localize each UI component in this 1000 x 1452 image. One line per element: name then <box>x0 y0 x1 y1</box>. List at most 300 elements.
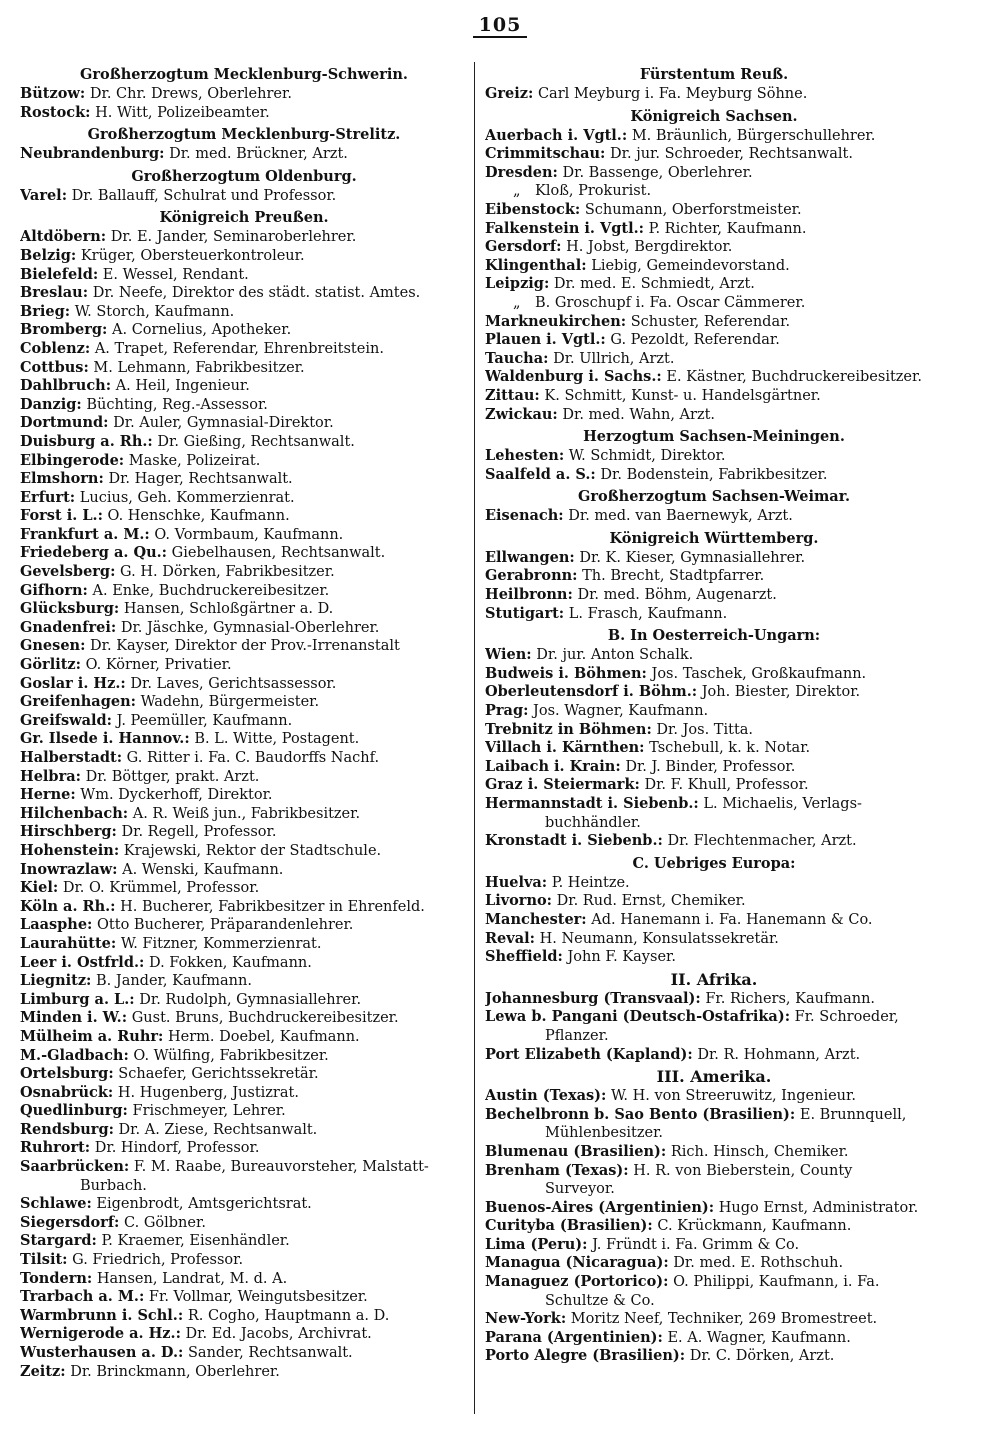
entry-person: Dr. med. van Baernewyk, Arzt. <box>568 508 793 525</box>
directory-entry <box>485 702 943 721</box>
entry-person: H. R. von Bieberstein, County <box>633 1162 853 1179</box>
entry-person: Dr. Ballauff, Schulrat und Professor. <box>71 187 337 204</box>
directory-entry <box>20 1307 468 1326</box>
entry-place: Glücksburg: <box>20 600 120 618</box>
entry-place: Leer i. Ostfrld.: <box>20 953 145 971</box>
entry-person: L. Frasch, Kaufmann. <box>568 605 728 622</box>
directory-entry <box>485 832 943 851</box>
entry-place: Stargard: <box>20 1232 97 1250</box>
entry-place: Kronstadt i. Siebenb.: <box>485 832 663 850</box>
directory-entry <box>485 739 943 758</box>
entry-person: Eigenbrodt, Amtsgerichtsrat. <box>96 1196 312 1213</box>
directory-entry <box>20 916 468 935</box>
entry-place: Johannesburg (Transvaal): <box>485 989 701 1007</box>
entry-place: Gr. Ilsede i. Hannov.: <box>20 730 190 748</box>
entry-place: Hohenstein: <box>20 841 120 859</box>
entry-person: R. Cogho, Hauptmann a. D. <box>187 1307 390 1324</box>
entry-place: Greiz: <box>485 85 534 102</box>
directory-entry <box>485 930 943 949</box>
entry-person: B. Jander, Kaufmann. <box>96 973 252 990</box>
directory-entry <box>20 321 468 340</box>
entry-place: Bielefeld: <box>20 265 99 283</box>
directory-entry <box>485 85 943 104</box>
directory-entry <box>20 991 468 1010</box>
directory-entry <box>485 447 943 466</box>
entry-place: Görlitz: <box>20 656 81 674</box>
directory-entry <box>485 586 943 605</box>
directory-entry <box>485 721 943 740</box>
entry-person: Dr. Brinckmann, Oberlehrer. <box>70 1363 280 1380</box>
directory-entry <box>20 935 468 954</box>
entry-person: A. Heil, Ingenieur. <box>115 378 250 395</box>
directory-entry <box>485 238 943 257</box>
entry-place: Manchester: <box>485 910 587 928</box>
entry-place: Dresden: <box>485 163 558 181</box>
entry-place: Bützow: <box>20 85 86 102</box>
entry-person: Dr. O. Krümmel, Professor. <box>62 880 260 897</box>
directory-entry <box>20 187 468 206</box>
entry-person: Dr. F. Khull, Professor. <box>644 777 809 794</box>
entry-person: Maske, Polizeirat. <box>128 452 261 469</box>
directory-entry <box>20 1158 468 1177</box>
entry-person: Krüger, Obersteuerkontroleur. <box>80 247 305 264</box>
entry-place: Wien: <box>485 646 532 664</box>
entry-place: Livorno: <box>485 892 553 910</box>
entry-continuation: buchhändler. <box>545 814 641 831</box>
entry-place: Taucha: <box>485 349 549 367</box>
directory-entry <box>20 433 468 452</box>
directory-entry <box>485 1106 943 1125</box>
section-heading: Königreich Sachsen. <box>630 107 798 125</box>
entry-place: Dahlbruch: <box>20 377 112 395</box>
entry-person: H. Neumann, Konsulatssekretär. <box>539 930 779 947</box>
entry-place: Trarbach a. M.: <box>20 1288 145 1306</box>
entry-person: Schuster, Referendar. <box>630 313 791 330</box>
entry-place: Huelva: <box>485 873 548 891</box>
entry-place: Elmshorn: <box>20 470 104 488</box>
entry-place: Helbra: <box>20 767 81 785</box>
directory-entry <box>20 396 468 415</box>
entry-person: Tschebull, k. k. Notar. <box>649 740 811 757</box>
entry-person: D. Fokken, Kaufmann. <box>148 954 312 971</box>
entry-person: Gust. Bruns, Buchdruckereibesitzer. <box>131 1010 399 1027</box>
entry-place: Schlawe: <box>20 1195 92 1213</box>
entry-place: Friedeberg a. Qu.: <box>20 544 168 562</box>
entry-person: P. Kraemer, Eisenhändler. <box>101 1233 290 1250</box>
entry-place: Greifenhagen: <box>20 693 136 711</box>
directory-entry <box>20 786 468 805</box>
entry-place: Halberstadt: <box>20 749 123 766</box>
entry-place: Danzig: <box>20 395 82 413</box>
entry-place: Klingenthal: <box>485 256 587 274</box>
directory-entry <box>20 619 468 638</box>
entry-person: C. Gölbner. <box>124 1214 206 1231</box>
directory-entry <box>20 303 468 322</box>
directory-entry <box>20 414 468 433</box>
entry-place: Coblenz: <box>20 339 91 357</box>
entry-place: Markneukirchen: <box>485 312 627 330</box>
directory-entry <box>20 247 468 266</box>
entry-place: Breslau: <box>20 284 89 302</box>
directory-entry <box>20 1084 468 1103</box>
entry-person: Dr. Jos. Titta. <box>656 721 754 738</box>
entry-place: Lima (Peru): <box>485 1235 588 1253</box>
entry-place: Parana (Argentinien): <box>485 1328 663 1346</box>
directory-entry <box>20 861 468 880</box>
directory-entry <box>20 85 468 104</box>
ditto-mark: „ <box>513 183 521 200</box>
directory-entry <box>485 275 943 294</box>
entry-person: Herm. Doebel, Kaufmann. <box>168 1028 360 1045</box>
entry-person: G. Ritter i. Fa. C. Baudorffs Nachf. <box>126 750 380 766</box>
entry-place: Gnadenfrei: <box>20 618 117 636</box>
directory-entry <box>20 1047 468 1066</box>
directory-entry <box>20 954 468 973</box>
entry-place: M.-Gladbach: <box>20 1046 129 1064</box>
directory-entry <box>485 1199 943 1218</box>
entry-place: Graz i. Steiermark: <box>485 776 640 794</box>
entry-place: Warmbrunn i. Schl.: <box>20 1306 184 1324</box>
entry-place: New-York: <box>485 1310 567 1328</box>
entry-place: Heilbronn: <box>485 586 573 604</box>
entry-place: Tondern: <box>20 1269 93 1287</box>
entry-place: Duisburg a. Rh.: <box>20 432 153 450</box>
directory-entry <box>20 1325 468 1344</box>
entry-person: Jos. Taschek, Großkaufmann. <box>651 665 867 682</box>
entry-person: Dr. med. E. Schmiedt, Arzt. <box>553 276 755 293</box>
entry-person: Büchting, Reg.-Assessor. <box>86 396 268 413</box>
directory-entry <box>20 1344 468 1363</box>
directory-entry <box>20 1102 468 1121</box>
directory-entry <box>20 693 468 712</box>
entry-person: Dr. Gießing, Rechtsanwalt. <box>157 433 355 450</box>
entry-person: Wm. Dyckerhoff, Direktor. <box>80 787 273 804</box>
entry-place: Gifhorn: <box>20 581 88 599</box>
directory-entry <box>485 948 943 967</box>
entry-place: Inowrazlaw: <box>20 860 118 878</box>
entry-person: E. Wessel, Rendant. <box>102 266 249 283</box>
ditto-entry <box>485 294 943 313</box>
directory-entry <box>485 990 943 1009</box>
directory-entry <box>20 1028 468 1047</box>
entry-person: B. L. Witte, Postagent. <box>194 731 360 748</box>
entry-person: O. Wülfing, Fabrikbesitzer. <box>133 1047 329 1064</box>
entry-place: Falkenstein i. Vgtl.: <box>485 219 645 237</box>
entry-person: M. Lehmann, Fabrikbesitzer. <box>93 359 305 376</box>
entry-person: Dr. C. Dörken, Arzt. <box>689 1348 835 1365</box>
entry-person: A. Trapet, Referendar, Ehrenbreitstein. <box>94 340 384 357</box>
entry-place: Villach i. Kärnthen: <box>485 739 645 757</box>
entry-place: Ellwangen: <box>485 548 575 566</box>
directory-entry <box>20 972 468 991</box>
entry-place: Elbingerode: <box>20 451 125 469</box>
entry-person: Dr. Rudolph, Gymnasiallehrer. <box>139 991 362 1008</box>
entry-place: Laibach i. Krain: <box>485 757 621 775</box>
entry-place: Ortelsburg: <box>20 1065 114 1083</box>
entry-person: L. Michaelis, Verlags- <box>703 796 862 812</box>
directory-entry <box>485 1273 943 1292</box>
entry-place: Hirschberg: <box>20 823 117 841</box>
entry-place: Saarbrücken: <box>20 1158 130 1176</box>
entry-person: Fr. Schroeder, <box>794 1009 899 1026</box>
directory-entry <box>20 1121 468 1140</box>
directory-entry <box>485 795 943 814</box>
entry-person: W. Schmidt, Direktor. <box>568 448 726 465</box>
directory-entry <box>20 898 468 917</box>
directory-entry <box>20 768 468 787</box>
entry-person: Dr. Böttger, prakt. Arzt. <box>85 768 260 785</box>
directory-entry <box>485 665 943 684</box>
entry-person: Schumann, Oberforstmeister. <box>584 201 802 218</box>
ditto-entry <box>485 182 943 201</box>
entry-person: G. H. Dörken, Fabrikbesitzer. <box>120 564 335 581</box>
directory-entry <box>20 879 468 898</box>
entry-person: E. Kästner, Buchdruckereibesitzer. <box>666 369 922 386</box>
entry-place: Lehesten: <box>485 447 565 465</box>
directory-entry <box>485 646 943 665</box>
entry-place: Varel: <box>20 186 68 204</box>
directory-entry <box>20 1214 468 1233</box>
directory-entry <box>485 1217 943 1236</box>
entry-place: Köln a. Rh.: <box>20 897 116 915</box>
entry-place: Mülheim a. Ruhr: <box>20 1027 164 1045</box>
entry-place: Curityba (Brasilien): <box>485 1217 653 1235</box>
directory-entry <box>485 350 943 369</box>
directory-entry <box>20 1065 468 1084</box>
directory-entry <box>20 656 468 675</box>
entry-place: Kiel: <box>20 879 59 897</box>
entry-person: Wadehn, Bürgermeister. <box>140 694 320 711</box>
entry-place: Trebnitz in Böhmen: <box>485 720 652 738</box>
entry-place: Greifswald: <box>20 711 113 729</box>
directory-entry <box>20 452 468 471</box>
directory-entry <box>485 1236 943 1255</box>
entry-person: Dr. Chr. Drews, Oberlehrer. <box>89 86 292 102</box>
directory-entry <box>485 1254 943 1273</box>
section-heading: Großherzogtum Oldenburg. <box>131 167 357 185</box>
entry-person: E. Brunnquell, <box>799 1106 907 1123</box>
entry-place: Quedlinburg: <box>20 1102 128 1120</box>
entry-person: O. Henschke, Kaufmann. <box>107 508 290 525</box>
entry-place: Eisenach: <box>485 507 564 525</box>
entry-place: Neubrandenburg: <box>20 145 165 163</box>
entry-place: Hermannstadt i. Siebenb.: <box>485 795 699 812</box>
entry-person: Hugo Ernst, Administrator. <box>718 1199 919 1216</box>
entry-person: C. Krückmann, Kaufmann. <box>657 1218 852 1235</box>
entry-person: Dr. med. Brückner, Arzt. <box>169 146 348 163</box>
entry-person: Fr. Richers, Kaufmann. <box>705 990 876 1007</box>
section-heading: II. Afrika. <box>670 969 758 989</box>
entry-person: Dr. R. Hohmann, Arzt. <box>697 1046 861 1063</box>
entry-person: Liebig, Gemeindevorstand. <box>591 257 790 274</box>
entry-person: G. Friedrich, Professor. <box>72 1252 244 1269</box>
entry-person: Dr. E. Jander, Seminaroberlehrer. <box>110 229 357 246</box>
entry-place: Port Elizabeth (Kapland): <box>485 1045 693 1063</box>
section-heading: Fürstentum Reuß. <box>639 66 789 83</box>
entry-person: J. Peemüller, Kaufmann. <box>116 712 293 729</box>
directory-entry <box>20 544 468 563</box>
directory-entry <box>485 257 943 276</box>
entry-person: John F. Kayser. <box>567 949 676 966</box>
directory-entry <box>20 730 468 749</box>
entry-person: H. Bucherer, Fabrikbesitzer in Ehrenfeld. <box>120 898 425 915</box>
directory-entry <box>485 145 943 164</box>
entry-place: Stutigart: <box>485 604 565 622</box>
entry-place: Goslar i. Hz.: <box>20 674 126 692</box>
directory-entry <box>20 470 468 489</box>
entry-place: Hilchenbach: <box>20 804 129 822</box>
entry-place: Managua (Nicaragua): <box>485 1254 669 1272</box>
entry-person: W. Fitzner, Kommerzienrat. <box>120 935 322 952</box>
entry-person: Sander, Rechtsanwalt. <box>187 1345 353 1361</box>
entry-person: Hansen, Landrat, M. d. A. <box>96 1270 288 1287</box>
directory-entry <box>485 201 943 220</box>
entry-place: Prag: <box>485 702 529 720</box>
entry-person: J. Fründt i. Fa. Grimm & Co. <box>592 1236 800 1253</box>
section-heading: C. Uebriges Europa: <box>632 854 796 872</box>
entry-person: Dr. Bodenstein, Fabrikbesitzer. <box>600 466 828 483</box>
entry-place: Rendsburg: <box>20 1120 114 1138</box>
entry-place: Herne: <box>20 786 76 804</box>
entry-person: Dr. Auler, Gymnasial-Direktor. <box>113 415 334 432</box>
entry-place: Porto Alegre (Brasilien): <box>485 1347 686 1365</box>
entry-place: Gersdorf: <box>485 238 562 256</box>
entry-place: Tilsit: <box>20 1251 68 1269</box>
entry-person: M. Bräunlich, Bürgerschullehrer. <box>631 127 876 144</box>
entry-place: Saalfeld a. S.: <box>485 465 596 483</box>
entry-person: A. Cornelius, Apotheker. <box>112 322 292 339</box>
directory-entry <box>485 1046 943 1065</box>
ditto-mark: „ <box>513 294 521 311</box>
entry-place: Zwickau: <box>485 405 558 423</box>
entry-place: Crimmitschau: <box>485 145 606 163</box>
entry-person: O. Philippi, Kaufmann, i. Fa. <box>673 1274 880 1291</box>
directory-entry <box>20 1270 468 1289</box>
directory-entry <box>20 1139 468 1158</box>
entry-place: Rostock: <box>20 103 91 121</box>
directory-entry <box>485 507 943 526</box>
entry-person: Dr. Hager, Rechtsanwalt. <box>108 471 293 488</box>
directory-entry <box>485 892 943 911</box>
entry-place: Managuez (Portorico): <box>485 1273 669 1291</box>
directory-entry <box>485 1310 943 1329</box>
entry-place: Gnesen: <box>20 637 86 655</box>
directory-entry <box>20 842 468 861</box>
entry-place: Minden i. W.: <box>20 1009 128 1027</box>
entry-person: H. Jobst, Bergdirektor. <box>566 239 733 256</box>
entry-place: Frankfurt a. M.: <box>20 525 150 543</box>
entry-person: Dr. K. Kieser, Gymnasiallehrer. <box>579 549 806 566</box>
section-heading: Herzogtum Sachsen-Meiningen. <box>583 428 845 446</box>
entry-person: Kloß, Prokurist. <box>535 183 652 200</box>
entry-place: Leipzig: <box>485 275 550 293</box>
entry-person: Carl Meyburg i. Fa. Meyburg Söhne. <box>537 86 808 102</box>
directory-entry <box>20 284 468 303</box>
entry-place: Ruhrort: <box>20 1139 91 1157</box>
entry-continuation: Burbach. <box>80 1177 147 1194</box>
directory-entry <box>20 359 468 378</box>
section-heading: Königreich Preußen. <box>159 209 329 227</box>
directory-entry <box>20 526 468 545</box>
entry-person: O. Körner, Privatier. <box>85 657 232 674</box>
entry-person: Dr. J. Binder, Professor. <box>625 758 796 775</box>
directory-entry <box>485 911 943 930</box>
entry-place: Plauen i. Vgtl.: <box>485 331 606 349</box>
entry-person: W. H. von Streeruwitz, Ingenieur. <box>611 1088 856 1105</box>
entry-place: Brieg: <box>20 302 71 320</box>
entry-person: Joh. Biester, Direktor. <box>701 684 861 701</box>
entry-person: Moritz Neef, Techniker, 269 Bromestreet. <box>570 1311 878 1328</box>
directory-entry <box>20 1288 468 1307</box>
directory-entry <box>20 228 468 247</box>
entry-place: Cottbus: <box>20 358 89 376</box>
section-heading: Großherzogtum Mecklenburg-Schwerin. <box>80 66 408 83</box>
entry-place: Auerbach i. Vgtl.: <box>485 126 628 144</box>
directory-entry <box>20 1009 468 1028</box>
directory-entry <box>485 1008 943 1027</box>
entry-person: Fr. Vollmar, Weingutsbesitzer. <box>148 1289 368 1306</box>
directory-entry <box>485 331 943 350</box>
directory-entry <box>485 387 943 406</box>
entry-person: P. Richter, Kaufmann. <box>648 220 807 237</box>
entry-person: O. Vormbaum, Kaufmann. <box>154 526 344 543</box>
directory-entry <box>20 712 468 731</box>
entry-place: Lewa b. Pangani (Deutsch-Ostafrika): <box>485 1008 791 1026</box>
entry-person: Frischmeyer, Lehrer. <box>132 1103 286 1120</box>
directory-entry <box>485 776 943 795</box>
entry-person: Dr. Hindorf, Professor. <box>94 1140 260 1157</box>
entry-person: B. Groschupf i. Fa. Oscar Cämmerer. <box>535 294 806 311</box>
entry-place: Laurahütte: <box>20 934 117 952</box>
entry-place: Dortmund: <box>20 414 109 432</box>
directory-entry <box>485 1329 943 1348</box>
entry-place: Bechelbronn b. Sao Bento (Brasilien): <box>485 1105 796 1123</box>
directory-entry <box>20 1195 468 1214</box>
column-divider <box>474 62 475 1414</box>
page-number-text: 105 <box>473 14 528 38</box>
entry-place: Sheffield: <box>485 948 563 966</box>
directory-entry <box>20 1232 468 1251</box>
directory-entry <box>20 749 468 768</box>
section-heading: B. In Oesterreich-Ungarn: <box>607 627 821 645</box>
directory-entry <box>20 266 468 285</box>
entry-place: Siegersdorf: <box>20 1213 120 1231</box>
entry-person: Dr. Regell, Professor. <box>121 824 277 841</box>
entry-place: Blumenau (Brasilien): <box>485 1142 667 1160</box>
entry-person: A. R. Weiß jun., Fabrikbesitzer. <box>132 805 361 822</box>
directory-entry <box>485 1347 943 1366</box>
directory-entry <box>485 567 943 586</box>
directory-entry <box>20 377 468 396</box>
entry-continuation: Mühlenbesitzer. <box>545 1125 664 1142</box>
directory-entry <box>20 563 468 582</box>
section-heading: III. Amerika. <box>656 1067 772 1087</box>
entry-place: Erfurt: <box>20 488 76 506</box>
entry-continuation: Surveyor. <box>545 1181 615 1198</box>
entry-person: H. Witt, Polizeibeamter. <box>95 104 270 121</box>
section-heading: Königreich Württemberg. <box>609 529 819 547</box>
entry-person: Th. Brecht, Stadtpfarrer. <box>582 568 765 585</box>
entry-person: K. Schmitt, Kunst- u. Handelsgärtner. <box>544 387 821 404</box>
entry-person: Dr. Laves, Gerichtsassessor. <box>130 675 337 692</box>
entry-person: Dr. Flechtenmacher, Arzt. <box>667 833 857 850</box>
entry-person: W. Storch, Kaufmann. <box>74 303 235 320</box>
entry-place: Oberleutensdorf i. Böhm.: <box>485 683 698 701</box>
directory-entry <box>20 675 468 694</box>
entry-person: Dr. med. Wahn, Arzt. <box>562 406 716 423</box>
directory-entry <box>485 220 943 239</box>
directory-entry <box>485 1087 943 1106</box>
